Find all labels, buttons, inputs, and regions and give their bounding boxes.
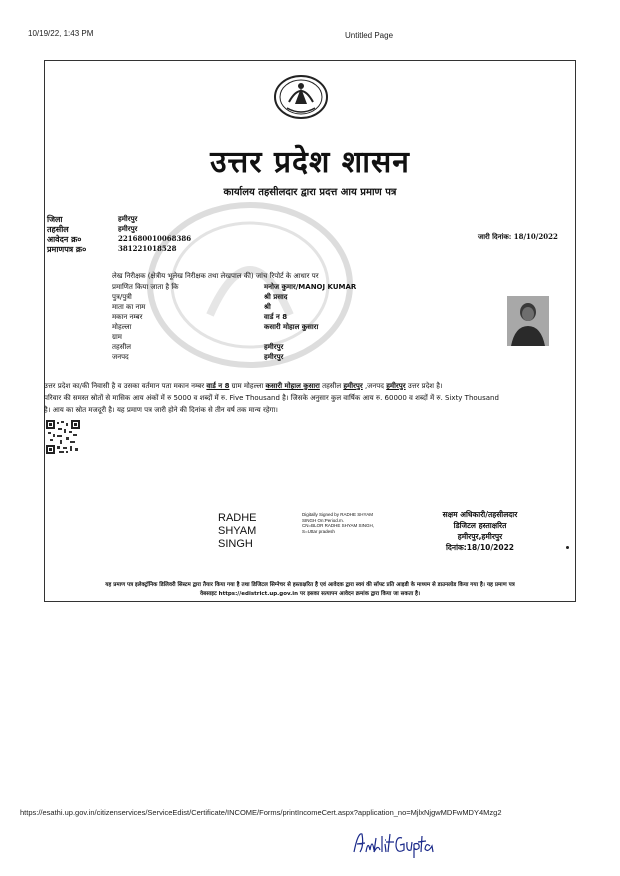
field-value: 381221018528 [118, 244, 177, 253]
detail-value: श्री प्रसाद [264, 293, 288, 301]
footnote-line: वेबसाइट https://edistrict.up.gov.in पर इसका सत्यापन आवेदन क्रमांक द्वारा किया जा सकता है। [199, 591, 421, 597]
detail-value: वार्ड न 8 [264, 313, 288, 321]
field-label: आवेदन क्र० [47, 235, 82, 244]
detail-value: श्री [264, 303, 271, 311]
para-house-no: वार्ड न 8 [206, 382, 230, 390]
digital-signature-info [302, 512, 382, 534]
para-text: ग्राम मोहल्ला [229, 382, 266, 390]
detail-label: पुत्र/पुत्री [112, 293, 132, 301]
up-emblem-icon [273, 74, 329, 120]
field-value: हमीरपुर [118, 214, 138, 223]
print-datetime: 10/19/22, 1:43 PM [28, 29, 94, 38]
signer-name [218, 512, 257, 551]
detail-label: जनपद [112, 353, 129, 361]
signer-name-line: SINGH [218, 538, 253, 550]
detail-value: हमीरपुर [264, 353, 284, 361]
para-tehsil: हमीरपुर [343, 382, 363, 390]
officer-line: डिजिटल हस्ताक्षरित [453, 521, 507, 530]
officer-block [410, 509, 550, 553]
officer-line: सक्षम अधिकारी/तहसीलदार [442, 510, 518, 519]
para-text: तहसील [319, 382, 344, 390]
print-url: https://esathi.up.gov.in/citizenservices/ServiceEdist/Certificate/INCOME/Forms/printIncomeCert.aspx?application_no=MjlxNjgwMDFwMDY4Mzg2 [20, 808, 502, 817]
officer-line: दिनांक:18/10/2022 [445, 543, 515, 552]
officer-line: हमीरपुर,हमीरपुर [457, 532, 503, 541]
para-text: ,जनपद [362, 382, 387, 390]
detail-value: हमीरपुर [264, 343, 284, 351]
footnote [50, 581, 570, 599]
para-mohalla: कसारी मोहाल कुसारा [265, 382, 320, 390]
details-list [112, 283, 372, 363]
field-value: 221680010068386 [118, 234, 192, 243]
detail-value: मनोज कुमार/MANOJ KUMAR [264, 283, 357, 291]
field-label: प्रमाणपत्र क्र० [47, 245, 87, 254]
signer-name-line: RADHE [218, 512, 257, 524]
para-text: उत्तर प्रदेश है। [405, 382, 443, 390]
field-label: जिला [47, 215, 63, 224]
applicant-photo [507, 296, 549, 346]
footnote-line: यह प्रमाण पत्र इलेक्ट्रॉनिक डिलिवरी सिस्टम द्वारा तैयार किया गया है तथा डिजिटल सिग्नेचर से हस्ताक्षरित है एवं आवेदक द्वारा स्वयं की सॉफ्ट प्रति आइडी के माध्यम से डाउनलोड किया गया है। यह प्रमाण पत्र [105, 582, 515, 588]
intro-line: लेख निरीक्षक (क्षेत्रीय भूलेख निरीक्षक तथा लेखपाल की) जांच रिपोर्ट के आधार पर [112, 272, 319, 280]
detail-value: कसारी मोहाल कुसारा [264, 323, 319, 331]
detail-label: तहसील [112, 343, 131, 351]
qr-code-icon [46, 420, 80, 454]
detail-label: मोहल्ला [112, 323, 132, 331]
field-value: हमीरपुर [118, 224, 138, 233]
print-page-title: Untitled Page [345, 31, 394, 40]
para-district: हमीरपुर [386, 382, 406, 390]
handwritten-signature [350, 826, 445, 860]
digital-sig-line: SINGH On:Period.m. [302, 517, 345, 523]
digital-sig-line: CN=BLOR RADHE SHYAM SINGH, [302, 523, 375, 528]
address-paragraph [44, 381, 570, 392]
para-text: उत्तर प्रदेश का/की निवासी है व उसका वर्तमान पता मकान नम्बर [44, 382, 207, 390]
dot-mark [566, 546, 569, 549]
detail-label: माता का नाम [112, 303, 146, 311]
detail-label: मकान नम्बर [112, 313, 143, 321]
digital-sig-line: S=Uttar pradesh [302, 528, 335, 534]
detail-label: प्रमाणित किया जाता है कि [112, 283, 179, 291]
income-line: परिवार की समस्त स्रोतों से मासिक आय अंकों में रु 5000 व शब्दों में रु. Five Thousand है। जिसके अनुसार कुल वार्षिक आय रु. 60000 व शब्दों में रु. Sixty Thousand [44, 394, 499, 402]
certificate-heading: उत्तर प्रदेश शासन [210, 145, 410, 180]
signer-name-line: SHYAM [218, 525, 257, 537]
field-label: तहसील [47, 225, 69, 234]
issue-date: जारी दिनांक: 18/10/2022 [478, 232, 558, 241]
certificate-subheading: कार्यालय तहसीलदार द्वारा प्रदत्त आय प्रमाण पत्र [223, 187, 397, 198]
digital-sig-line: Digitally Signed by RADHE SHYAM [302, 512, 373, 517]
detail-label: ग्राम [112, 333, 122, 341]
validity-line: है। आय का स्रोत मजदूरी है। यह प्रमाण पत्र जारी होने की दिनांक से तीन वर्ष तक मान्य रहेगा। [44, 406, 278, 414]
